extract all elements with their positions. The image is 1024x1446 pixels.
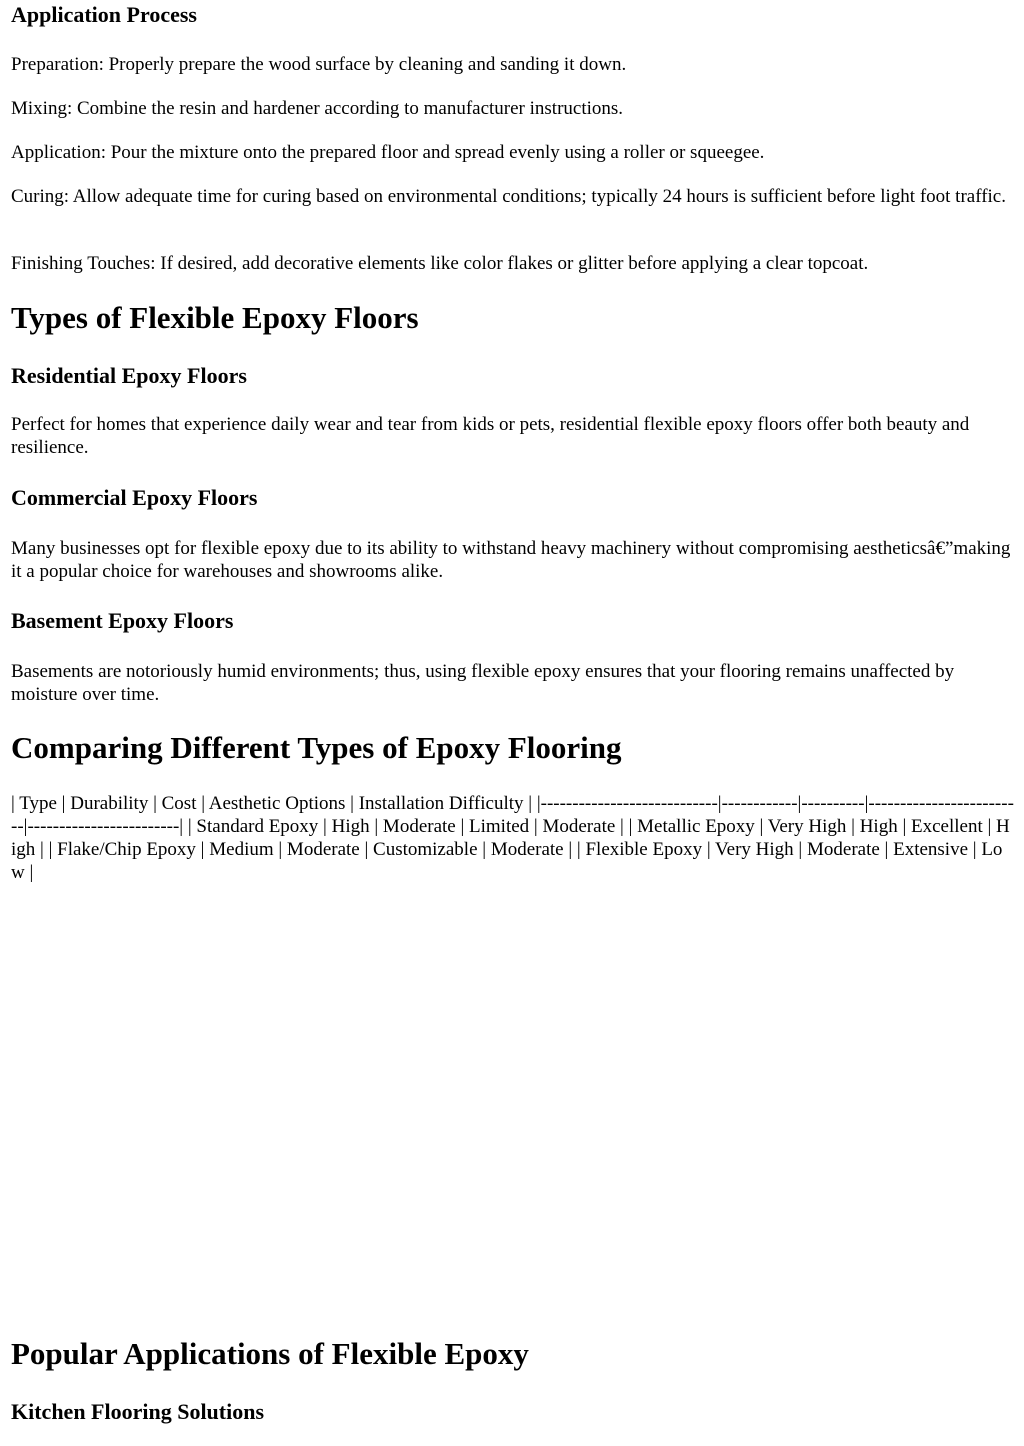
step-curing: Curing: Allow adequate time for curing based on environmental conditions; typically 24 hours is sufficient before light foot traffic. — [11, 186, 1006, 207]
basement-text: Basements are notoriously humid environments; thus, using flexible epoxy ensures that your flooring remains unaffected by moisture over time. — [11, 661, 955, 705]
step-mixing: Mixing: Combine the resin and hardener according to manufacturer instructions. — [11, 98, 624, 119]
application-process-heading: Application Process — [11, 2, 197, 27]
commercial-heading: Commercial Epoxy Floors — [11, 485, 258, 510]
step-finishing: Finishing Touches: If desired, add decorative elements like color flakes or glitter before applying a clear topcoat. — [11, 253, 869, 274]
step-preparation: Preparation: Properly prepare the wood surface by cleaning and sanding it down. — [11, 54, 627, 75]
comparing-heading: Comparing Different Types of Epoxy Flooring — [11, 730, 622, 765]
comparison-table-text: | Type | Durability | Cost | Aesthetic Options | Installation Difficulty | |----------------------------|------------|----------|-------------------------|------------------------| | Standard Epoxy | High | Moderate | Limited | Moderate | | Metallic Epoxy | Very High | High | Excellent | High | | Flake/Chip Epoxy | Medium | Moderate | Customizable | Moderate | | Flexible Epoxy | Very High | Moderate | Extensive | Low | — [11, 793, 1014, 883]
types-heading: Types of Flexible Epoxy Floors — [11, 300, 419, 335]
commercial-text: Many businesses opt for flexible epoxy due to its ability to withstand heavy machinery without compromising aestheticsâ€”making it a popular choice for warehouses and showrooms alike. — [11, 538, 1011, 582]
popular-applications-heading: Popular Applications of Flexible Epoxy — [11, 1336, 529, 1371]
residential-text: Perfect for homes that experience daily wear and tear from kids or pets, residential flexible epoxy floors offer both beauty and resilience. — [11, 414, 970, 458]
kitchen-flooring-heading: Kitchen Flooring Solutions — [11, 1399, 265, 1424]
basement-heading: Basement Epoxy Floors — [11, 608, 234, 633]
residential-heading: Residential Epoxy Floors — [11, 363, 247, 388]
step-application: Application: Pour the mixture onto the prepared floor and spread evenly using a roller or squeegee. — [11, 142, 765, 163]
